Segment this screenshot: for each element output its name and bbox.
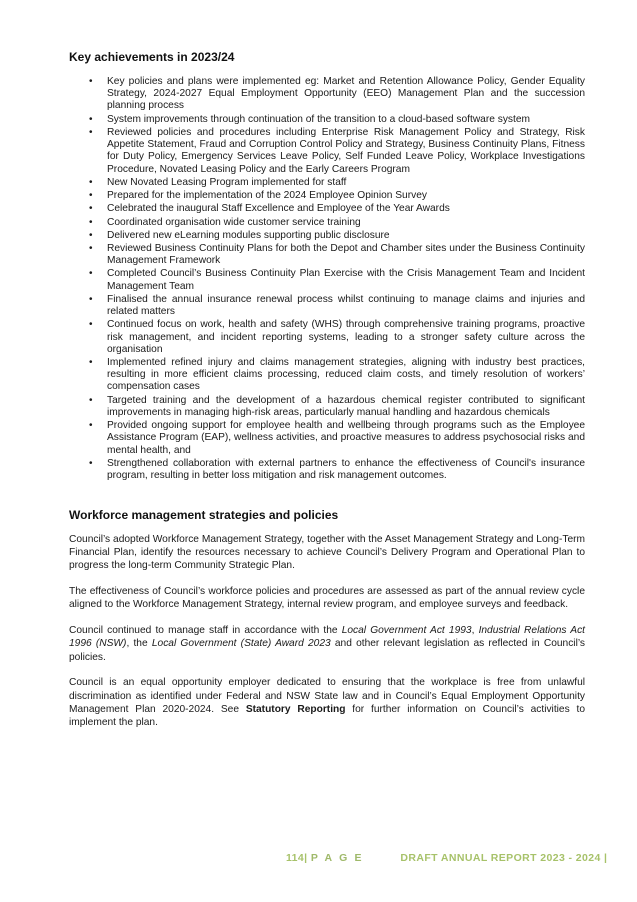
text-run: Council continued to manage staff in accordance with the: [69, 625, 342, 637]
list-item: • Finalised the annual insurance renewal process whilst continuing to manage claims and injuries and related matters: [89, 294, 585, 318]
paragraph-strategy: Council’s adopted Workforce Management Strategy, together with the Asset Management Strategy and Long-Term Financial Plan, identify the resources necessary to achieve Council’s Delivery Program and Operational Plan to progress the long-term Community Strategic Plan.: [69, 534, 585, 572]
list-item: • Provided ongoing support for employee health and wellbeing through programs such as the Employee Assistance Program (EAP), wellness activities, and proactive measures to address psychosocial risks and mental health, and: [89, 420, 585, 457]
list-item: • Targeted training and the development of a hazardous chemical register contributed to significant improvements in managing high-risk areas, particularly manual handling and hazardous chemicals: [89, 395, 585, 419]
page-word: P A G E: [310, 852, 364, 864]
list-item: • Key policies and plans were implemented eg: Market and Retention Allowance Policy, Gender Equality Strategy, 2024-2027 Equal Employment Opportunity (EEO) Management Plan and the succession planning process: [89, 76, 585, 113]
key-achievements-heading: Key achievements in 2023/24: [69, 50, 235, 64]
paragraph-legislation: [69, 624, 585, 664]
statutory-reporting-reference: Statutory Reporting: [245, 703, 346, 715]
list-item: • Completed Council’s Business Continuity Plan Exercise with the Crisis Management Team and Incident Management Team: [89, 268, 585, 292]
list-item: • Coordinated organisation wide customer service training: [89, 217, 585, 229]
workforce-heading: Workforce management strategies and policies: [69, 508, 339, 522]
list-item: • Delivered new eLearning modules supporting public disclosure: [89, 230, 585, 242]
text-run: for further information on Council’s activities to implement the plan.: [69, 703, 585, 729]
legislation-reference: Local Government (State) Award 2023: [151, 638, 331, 650]
list-item: • Strengthened collaboration with external partners to enhance the effectiveness of Council's insurance program, resulting in better loss mitigation and risk management outcomes.: [89, 458, 585, 482]
legislation-reference: Local Government Act 1993: [341, 625, 472, 637]
list-item: • Celebrated the inaugural Staff Excellence and Employee of the Year Awards: [89, 203, 585, 215]
page-number: 114|: [286, 852, 308, 864]
text-run: ,: [471, 625, 479, 637]
paragraph-effectiveness: The effectiveness of Council’s workforce policies and procedures are assessed as part of the annual review cycle aligned to the Workforce Management Strategy, internal review program, and employee surveys and feedback.: [69, 586, 585, 611]
legislation-reference: Industrial Relations Act 1996 (NSW): [69, 625, 586, 650]
text-run: Council is an equal opportunity employer dedicated to ensuring that the workplace is free from unlawful discrimination as identified under Federal and NSW State law and in Council’s Equal Employment Opportunity Management Plan 2020-2024. See: [69, 677, 585, 715]
workforce-body: [69, 533, 585, 742]
key-achievements-list: [89, 76, 585, 483]
page-footer: [286, 852, 607, 864]
list-item: • Reviewed policies and procedures including Enterprise Risk Management Policy and Strategy, Risk Appetite Statement, Fraud and Corruption Control Policy and Strategy, Business Continuity Plans, Fitness for Duty Policy, Emergency Services Leave Policy, Self Funded Leave Policy, Workplace Investigations Procedure, Novated Leasing Policy and the Early Careers Program: [89, 127, 585, 176]
text-run: , the: [126, 638, 152, 650]
list-item: • Continued focus on work, health and safety (WHS) through comprehensive training programs, proactive risk management, and incident reporting systems, leading to a stronger safety culture across the organisation: [89, 319, 585, 356]
list-item: • Reviewed Business Continuity Plans for both the Depot and Chamber sites under the Business Continuity Management Framework: [89, 243, 585, 267]
list-item: • Implemented refined injury and claims management strategies, aligning with industry best practices, resulting in more efficient claims processing, reduced claim costs, and timely resolution of workers’ compensation cases: [89, 357, 585, 394]
paragraph-equal-opportunity: [69, 676, 585, 729]
list-item: • System improvements through continuation of the transition to a cloud-based software system: [89, 114, 585, 126]
text-run: and other relevant legislation as reflected in Council’s policies.: [69, 638, 586, 663]
list-item: • Prepared for the implementation of the 2024 Employee Opinion Survey: [89, 190, 585, 202]
list-item: • New Novated Leasing Program implemented for staff: [89, 177, 585, 189]
report-title: DRAFT ANNUAL REPORT 2023 - 2024 |: [400, 852, 608, 864]
